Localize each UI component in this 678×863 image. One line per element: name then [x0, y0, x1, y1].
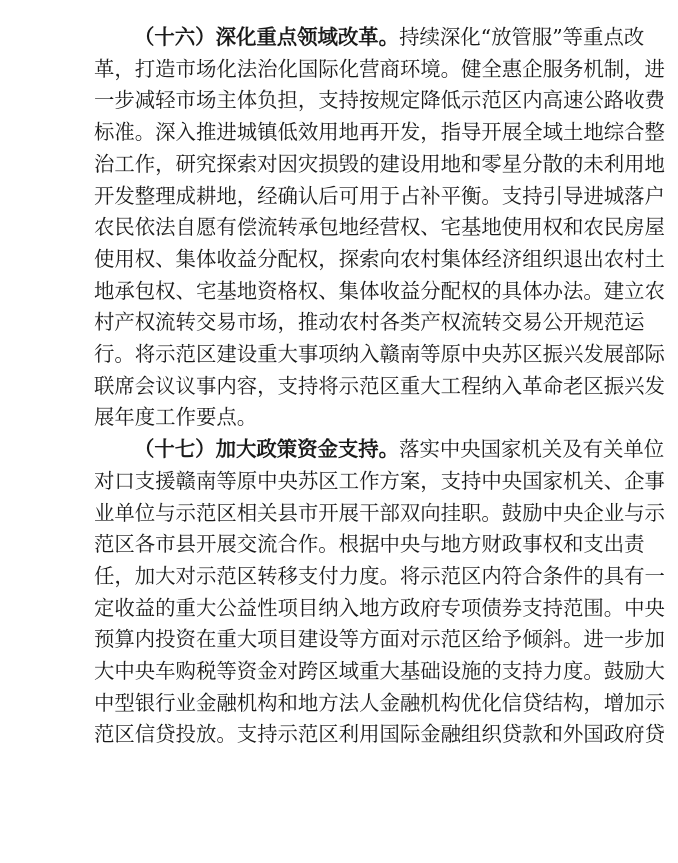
paragraph-line: 中型银行业金融机构和地方法人金融机构优化信贷结构，增加示 — [94, 690, 665, 715]
paragraph-line: 范区各市县开展交流合作。根据中央与地方财政事权和支出责 — [94, 532, 645, 557]
paragraph-line: 农民依法自愿有偿流转承包地经营权、宅基地使用权和农民房屋 — [94, 215, 665, 240]
paragraph-line: 行。将示范区建设重大事项纳入赣南等原中央苏区振兴发展部际 — [94, 342, 665, 367]
paragraph-line: 村产权流转交易市场，推动农村各类产权流转交易公开规范运 — [94, 310, 645, 335]
paragraph-line: 大中央车购税等资金对跨区域重大基础设施的支持力度。鼓励大 — [94, 659, 665, 684]
paragraph-line — [94, 22, 645, 54]
paragraph-line: 业单位与示范区相关县市开展干部双向挂职。鼓励中央企业与示 — [94, 500, 665, 525]
paragraph-line: 革，打造市场化法治化国际化营商环境。健全惠企服务机制，进 — [94, 56, 665, 81]
paragraph-line: 使用权、集体收益分配权，探索向农村集体经济组织退出农村土 — [94, 246, 665, 271]
paragraph-line: 预算内投资在重大项目建设等方面对示范区给予倾斜。进一步加 — [94, 627, 665, 652]
paragraph-line: 标准。深入推进城镇低效用地再开发，指导开展全域土地综合整 — [94, 120, 665, 145]
paragraph-section-16 — [94, 22, 665, 434]
document-page — [94, 22, 665, 751]
paragraph-line — [94, 434, 665, 466]
paragraph-line: 对口支援赣南等原中央苏区工作方案，支持中央国家机关、企事 — [94, 468, 665, 493]
text-run: 落实中央国家机关及有关单位 — [399, 437, 665, 462]
paragraph-line: 范区信贷投放。支持示范区利用国际金融组织贷款和外国政府贷 — [94, 722, 665, 747]
text-run: 持续深化“放管服”等重点改 — [399, 25, 645, 49]
section-heading: 加大政策资金支持。 — [215, 437, 400, 462]
paragraph-line: 联席会议议事内容，支持将示范区重大工程纳入革命老区振兴发 — [94, 373, 665, 398]
paragraph-line: 治工作，研究探索对因灾损毁的建设用地和零星分散的未利用地 — [94, 151, 665, 176]
section-heading: 深化重点领域改革。 — [215, 25, 400, 49]
paragraph-line: 定收益的重大公益性项目纳入地方政府专项债券支持范围。中央 — [94, 595, 665, 620]
section-number: （十七） — [134, 437, 216, 462]
paragraph-line: 地承包权、宅基地资格权、集体收益分配权的具体办法。建立农 — [94, 278, 665, 303]
paragraph-line: 开发整理成耕地，经确认后可用于占补平衡。支持引导进城落户 — [94, 183, 665, 208]
paragraph-section-17 — [94, 434, 665, 751]
paragraph-line: 展年度工作要点。 — [94, 405, 258, 430]
paragraph-line: 任，加大对示范区转移支付力度。将示范区内符合条件的具有一 — [94, 563, 665, 588]
paragraph-line: 一步减轻市场主体负担，支持按规定降低示范区内高速公路收费 — [94, 88, 665, 113]
section-number: （十六） — [134, 25, 216, 49]
